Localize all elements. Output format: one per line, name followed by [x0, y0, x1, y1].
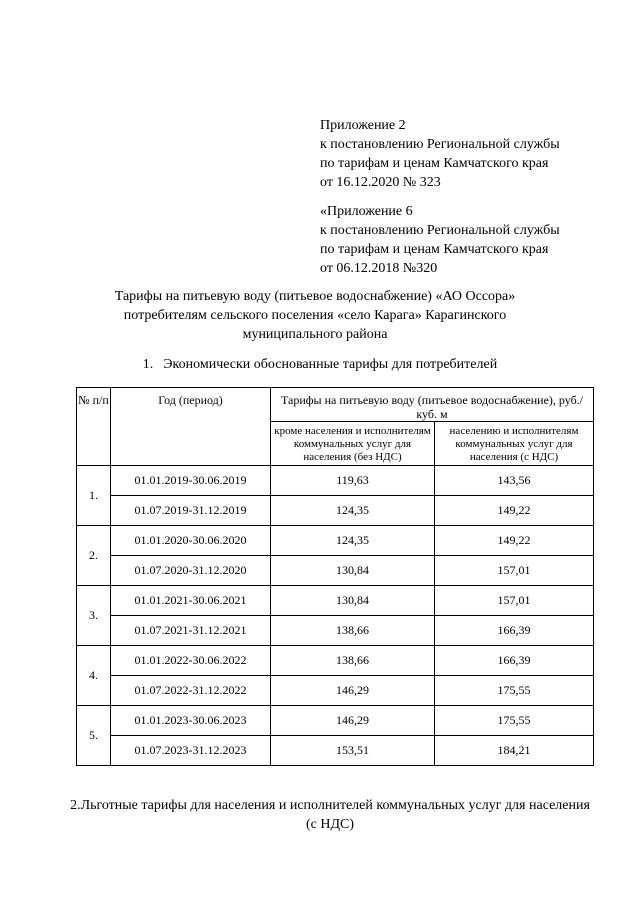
row-value-a: 138,66: [271, 646, 435, 676]
row-num: 1.: [77, 466, 111, 526]
table-row: [77, 616, 594, 646]
table-row: [77, 736, 594, 766]
table-row: [77, 556, 594, 586]
annex-line: «Приложение 6: [320, 204, 413, 219]
section-1-number: 1.: [142, 357, 154, 372]
row-value-a: 124,35: [271, 496, 435, 526]
header-year: Год (период): [111, 388, 271, 466]
header-num: № п/п: [77, 388, 111, 466]
row-value-a: 130,84: [271, 556, 435, 586]
row-period: 01.01.2019-30.06.2019: [111, 466, 271, 496]
row-value-a: 124,35: [271, 526, 435, 556]
row-num: 5.: [77, 706, 111, 766]
section-2-heading: 2.Льготные тарифы для населения и исполнителей коммунальных услуг для населения (с НДС): [70, 798, 590, 832]
annex-line: к постановлению Региональной службы: [320, 223, 560, 238]
row-period: 01.01.2022-30.06.2022: [111, 646, 271, 676]
annex-line: от 16.12.2020 № 323: [320, 175, 441, 190]
row-value-b: 166,39: [435, 616, 594, 646]
table-row: [77, 526, 594, 556]
annex-line: от 06.12.2018 №320: [320, 261, 438, 276]
row-period: 01.07.2021-31.12.2021: [111, 616, 271, 646]
table-header-row: [77, 388, 594, 422]
row-period: 01.07.2022-31.12.2022: [111, 676, 271, 706]
row-period: 01.01.2020-30.06.2020: [111, 526, 271, 556]
document-title: Тарифы на питьевую воду (питьевое водоснабжение) «АО Оссора» потребителям сельского поселения «село Карага» Карагинского муниципального района: [114, 289, 516, 342]
annex-line: по тарифам и ценам Камчатского края: [320, 242, 549, 257]
row-value-b: 149,22: [435, 526, 594, 556]
row-value-b: 184,21: [435, 736, 594, 766]
annex-line: к постановлению Региональной службы: [320, 137, 560, 152]
header-col-a: кроме населения и исполнителям коммунальных услуг для населения (без НДС): [271, 422, 435, 466]
row-value-a: 146,29: [271, 706, 435, 736]
row-period: 01.07.2020-31.12.2020: [111, 556, 271, 586]
table-row: [77, 706, 594, 736]
annex-header-2: [320, 202, 560, 278]
row-period: 01.07.2019-31.12.2019: [111, 496, 271, 526]
table-row: [77, 586, 594, 616]
row-value-b: 175,55: [435, 706, 594, 736]
row-value-b: 166,39: [435, 646, 594, 676]
header-col-b: населению и исполнителям коммунальных услуг для населения (с НДС): [435, 422, 594, 466]
annex-line: по тарифам и ценам Камчатского края: [320, 156, 549, 171]
annex-header-1: [320, 116, 560, 192]
row-value-a: 130,84: [271, 586, 435, 616]
row-value-b: 157,01: [435, 556, 594, 586]
row-value-b: 175,55: [435, 676, 594, 706]
row-value-a: 146,29: [271, 676, 435, 706]
row-value-b: 143,56: [435, 466, 594, 496]
row-value-b: 149,22: [435, 496, 594, 526]
section-1-heading: [0, 355, 640, 374]
section-1-text: Экономически обоснованные тарифы для потребителей: [163, 357, 498, 372]
row-period: 01.01.2021-30.06.2021: [111, 586, 271, 616]
table-row: [77, 676, 594, 706]
table-row: [77, 466, 594, 496]
row-period: 01.01.2023-30.06.2023: [111, 706, 271, 736]
annex-line: Приложение 2: [320, 118, 406, 133]
row-num: 4.: [77, 646, 111, 706]
row-num: 3.: [77, 586, 111, 646]
table-row: [77, 646, 594, 676]
row-num: 2.: [77, 526, 111, 586]
table-row: [77, 496, 594, 526]
header-tariffs: Тарифы на питьевую воду (питьевое водоснабжение), руб./куб. м: [271, 388, 594, 422]
row-value-b: 157,01: [435, 586, 594, 616]
row-period: 01.07.2023-31.12.2023: [111, 736, 271, 766]
tariff-table: [76, 387, 594, 766]
row-value-a: 138,66: [271, 616, 435, 646]
row-value-a: 153,51: [271, 736, 435, 766]
row-value-a: 119,63: [271, 466, 435, 496]
